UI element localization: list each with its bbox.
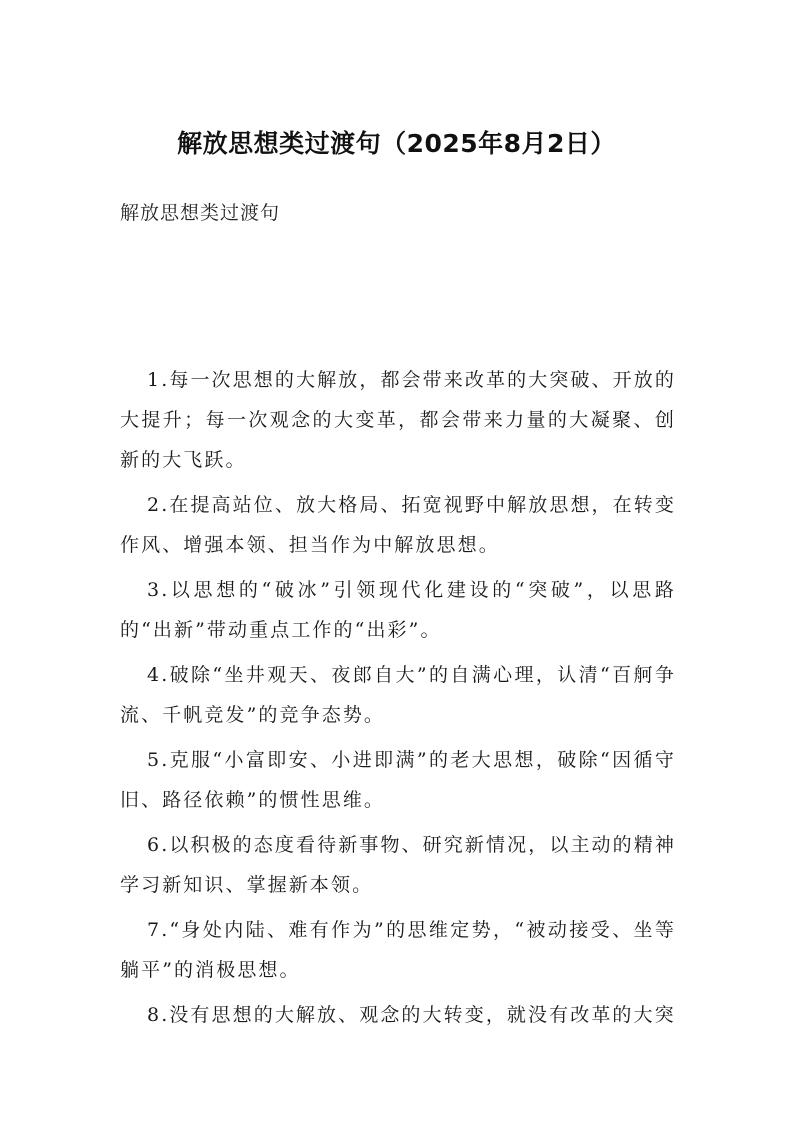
paragraph-7: 7.“身处内陆、难有作为”的思维定势，“被动接受、坐等躺平”的消极思想。 [120, 919, 676, 981]
paragraph-1: 1.每一次思想的大解放，都会带来改革的大突破、开放的大提升；每一次观念的大变革，都会带来力量的大凝聚、创新的大飞跃。 [120, 369, 676, 471]
paragraph-3: 3.以思想的“破冰”引领现代化建设的“突破”，以思路的“出新”带动重点工作的“出彩”。 [120, 579, 676, 641]
paragraph-5: 5.克服“小富即安、小进即满”的老大思想，破除“因循守旧、路径依赖”的惯性思维。 [120, 749, 676, 811]
document-title: 解放思想类过渡句（2025年8月2日） [177, 129, 616, 158]
paragraph-2: 2.在提高站位、放大格局、拓宽视野中解放思想，在转变作风、增强本领、担当作为中解放思想。 [120, 494, 676, 556]
document-body [120, 360, 676, 1040]
document-subtitle: 解放思想类过渡句 [120, 202, 281, 224]
paragraph-8: 8.没有思想的大解放、观念的大转变，就没有改革的大突 [147, 1004, 676, 1026]
paragraph-4: 4.破除“坐井观天、夜郎自大”的自满心理，认清“百舸争流、千帆竞发”的竞争态势。 [120, 664, 676, 726]
paragraph-6: 6.以积极的态度看待新事物、研究新情况，以主动的精神学习新知识、掌握新本领。 [120, 834, 676, 896]
